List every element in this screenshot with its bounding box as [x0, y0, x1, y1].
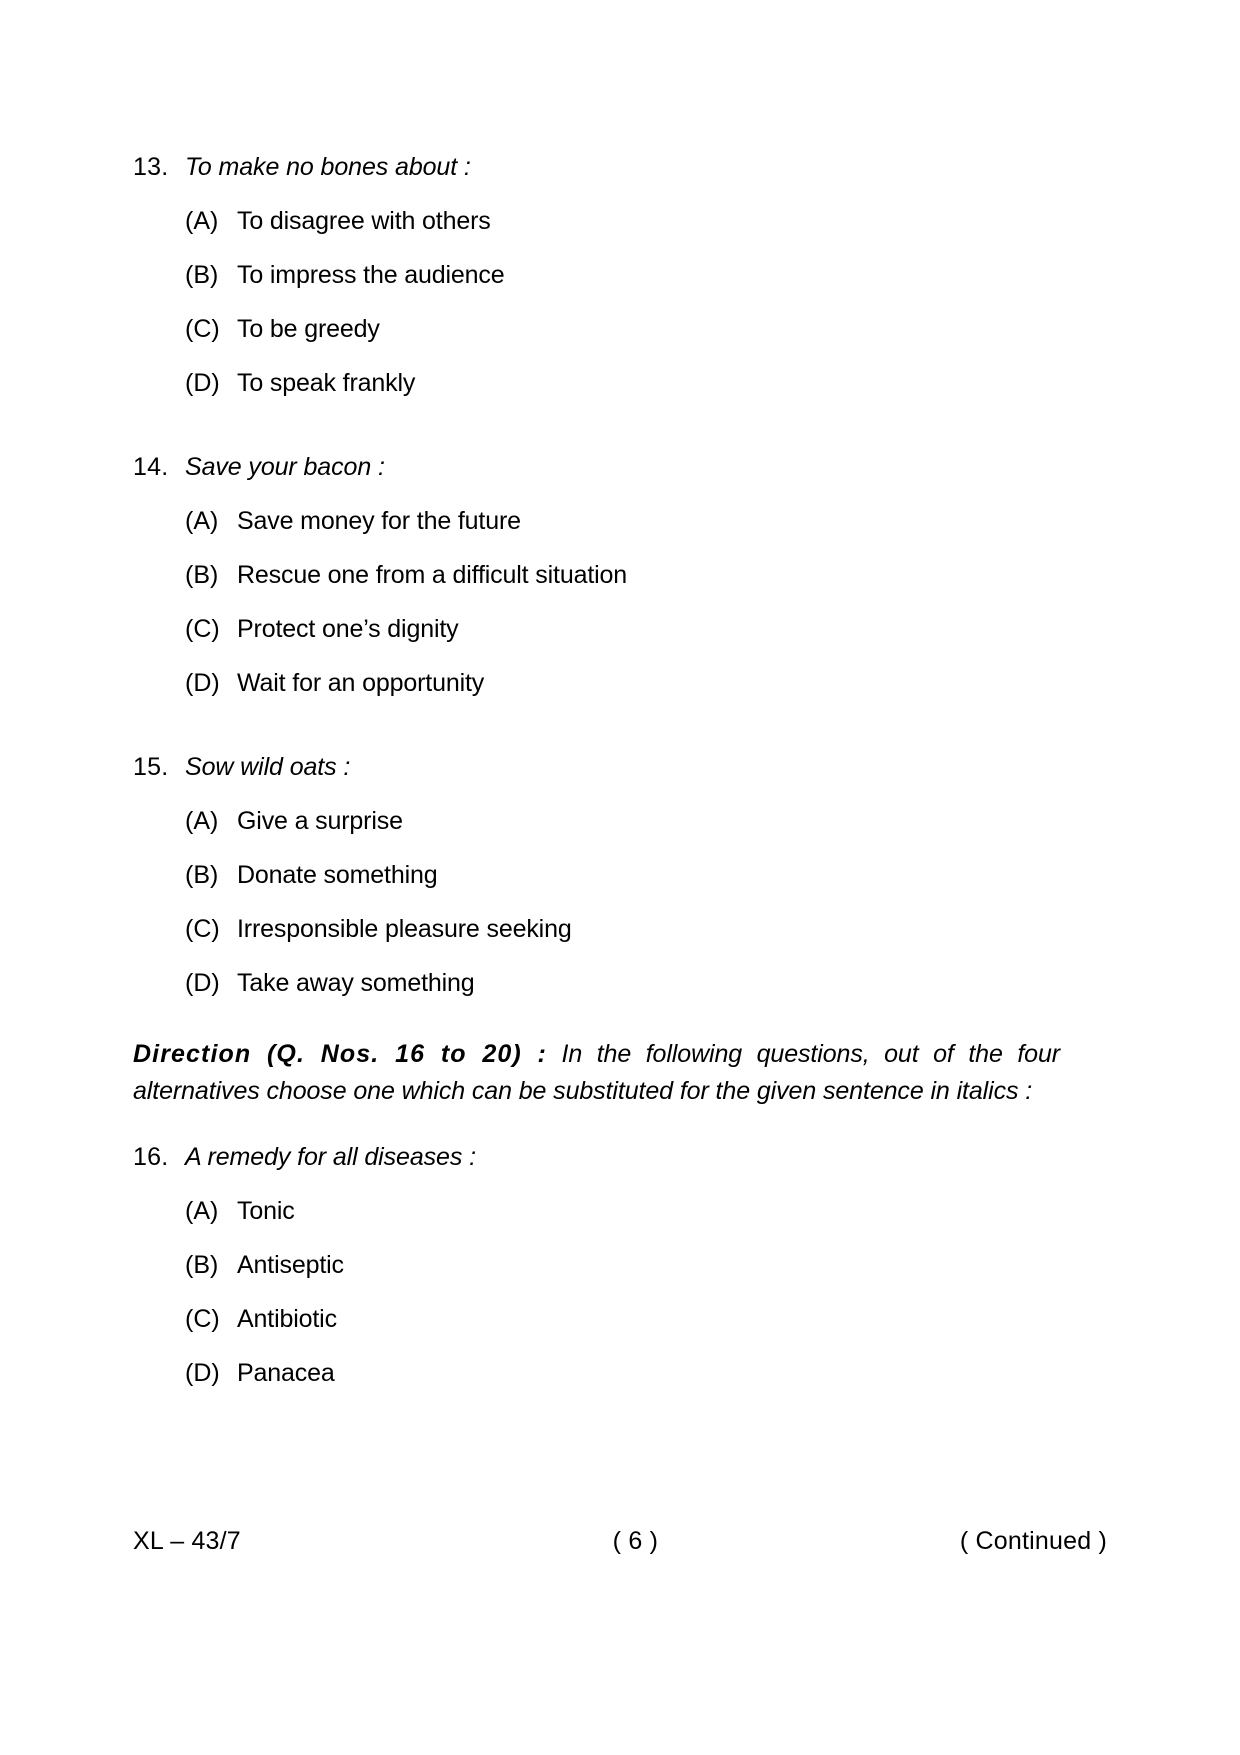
spacer — [133, 720, 1060, 750]
option-letter: (A) — [185, 207, 219, 235]
option-text: To speak frankly — [237, 369, 416, 397]
option-letter: (B) — [185, 861, 219, 889]
direction-paragraph — [133, 1036, 1060, 1110]
question-14-prompt: Save your bacon : — [185, 453, 385, 481]
option-letter: (C) — [185, 915, 220, 943]
option-text: Panacea — [237, 1359, 335, 1387]
option-text: Tonic — [237, 1197, 295, 1225]
question-13-option-c[interactable] — [185, 312, 1060, 346]
question-15-heading — [133, 750, 1060, 784]
option-text: Irresponsible pleasure seeking — [237, 915, 572, 943]
option-text: Donate something — [237, 861, 438, 889]
question-14 — [133, 450, 1060, 700]
option-text: Take away something — [237, 969, 475, 997]
option-letter: (C) — [185, 615, 220, 643]
question-16-option-c[interactable] — [185, 1302, 1060, 1336]
question-13 — [133, 150, 1060, 400]
question-14-option-d[interactable] — [185, 666, 1060, 700]
option-text: Rescue one from a difficult situation — [237, 561, 628, 589]
option-text: Protect one’s dignity — [237, 615, 459, 643]
question-13-option-b[interactable] — [185, 258, 1060, 292]
paper-code: XL – 43/7 — [133, 1527, 241, 1555]
spacer — [133, 420, 1060, 450]
question-16-prompt: A remedy for all diseases : — [185, 1143, 476, 1171]
question-15-option-b[interactable] — [185, 858, 1060, 892]
option-letter: (C) — [185, 1305, 220, 1333]
option-text: Antiseptic — [237, 1251, 344, 1279]
option-text: Save money for the future — [237, 507, 521, 535]
option-letter: (B) — [185, 1251, 219, 1279]
option-text: Antibiotic — [237, 1305, 337, 1333]
page-number: ( 6 ) — [612, 1527, 659, 1555]
question-14-number: 14. — [133, 453, 169, 481]
question-14-option-b[interactable] — [185, 558, 1060, 592]
question-16-option-a[interactable] — [185, 1194, 1060, 1228]
question-15 — [133, 750, 1060, 1000]
question-15-option-d[interactable] — [185, 966, 1060, 1000]
option-letter: (B) — [185, 561, 219, 589]
question-16-heading — [133, 1140, 1060, 1174]
question-16-number: 16. — [133, 1143, 169, 1171]
question-15-number: 15. — [133, 753, 169, 781]
option-letter: (D) — [185, 369, 220, 397]
question-15-option-a[interactable] — [185, 804, 1060, 838]
direction-label: Direction (Q. Nos. 16 to 20) : — [133, 1040, 547, 1068]
option-text: Wait for an opportunity — [237, 669, 485, 697]
option-letter: (D) — [185, 969, 220, 997]
direction-body: In the following questions, out of the four alternatives choose one which can be substituted for the given sentence in italics : — [133, 1040, 1060, 1105]
question-15-prompt: Sow wild oats : — [185, 753, 351, 781]
question-15-option-c[interactable] — [185, 912, 1060, 946]
question-16 — [133, 1140, 1060, 1390]
option-letter: (A) — [185, 1197, 219, 1225]
option-letter: (D) — [185, 669, 220, 697]
question-16-option-d[interactable] — [185, 1356, 1060, 1390]
question-16-option-b[interactable] — [185, 1248, 1060, 1282]
question-13-number: 13. — [133, 153, 169, 181]
question-13-prompt: To make no bones about : — [185, 153, 471, 181]
option-letter: (A) — [185, 807, 219, 835]
page-footer — [133, 1525, 1107, 1557]
option-text: To disagree with others — [237, 207, 491, 235]
continuation-label: ( Continued ) — [959, 1527, 1107, 1555]
question-14-option-a[interactable] — [185, 504, 1060, 538]
option-letter: (D) — [185, 1359, 220, 1387]
question-14-heading — [133, 450, 1060, 484]
option-letter: (C) — [185, 315, 220, 343]
question-13-heading — [133, 150, 1060, 184]
question-13-option-a[interactable] — [185, 204, 1060, 238]
option-text: Give a surprise — [237, 807, 403, 835]
question-13-option-d[interactable] — [185, 366, 1060, 400]
option-letter: (B) — [185, 261, 219, 289]
option-text: To impress the audience — [237, 261, 505, 289]
option-letter: (A) — [185, 507, 219, 535]
option-text: To be greedy — [237, 315, 380, 343]
question-14-option-c[interactable] — [185, 612, 1060, 646]
